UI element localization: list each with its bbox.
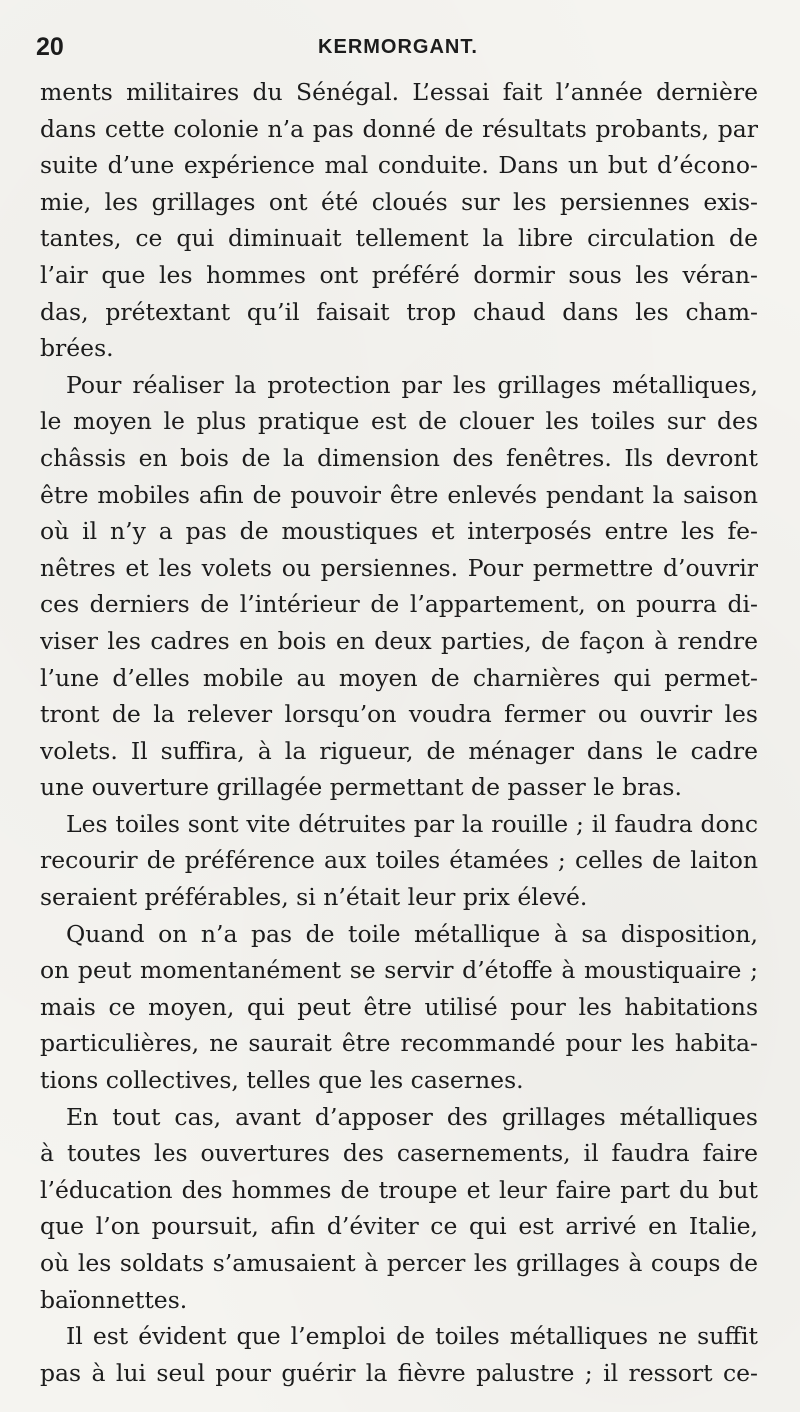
- text-line: recourir de préférence aux toiles étamées ; celles de laiton: [40, 846, 758, 875]
- page-number: 20: [36, 32, 64, 61]
- paragraph: [40, 916, 758, 1099]
- text-line: Pour réaliser la protection par les grillages métalliques,: [66, 370, 758, 399]
- text-line: viser les cadres en bois en deux parties, de façon à rendre: [40, 626, 758, 655]
- paragraph: [40, 1099, 758, 1319]
- text-line: Quand on n’a pas de toile métallique à sa disposition,: [66, 919, 758, 948]
- paragraph: [40, 1318, 758, 1391]
- text-line: particulières, ne saurait être recommandé pour les habita-: [40, 1029, 758, 1058]
- text-line: l’éducation des hommes de troupe et leur faire part du but: [40, 1175, 758, 1204]
- text-line: Il est évident que l’emploi de toiles métalliques ne suffit: [66, 1322, 758, 1351]
- text-line: suite d’une expérience mal conduite. Dans un but d’écono-: [40, 151, 758, 180]
- text-line: le moyen le plus pratique est de clouer les toiles sur des: [40, 407, 758, 436]
- text-line: nêtres et les volets ou persiennes. Pour permettre d’ouvrir: [40, 553, 758, 582]
- text-line: où les soldats s’amusaient à percer les grillages à coups de: [40, 1249, 758, 1277]
- text-line: seraient préférables, si n’était leur prix élevé.: [40, 883, 588, 912]
- text-line: pas à lui seul pour guérir la fièvre palustre ; il ressort ce-: [40, 1358, 758, 1387]
- text-line: brées.: [40, 334, 114, 363]
- paragraph: [40, 367, 758, 806]
- text-line: dans cette colonie n’a pas donné de résultats probants, par: [40, 114, 758, 143]
- text-line: que l’on poursuit, afin d’éviter ce qui est arrivé en Italie,: [40, 1212, 758, 1241]
- running-title: KERMORGANT.: [318, 35, 478, 58]
- text-line: tantes, ce qui diminuait tellement la libre circulation de: [40, 224, 758, 253]
- text-line: ces derniers de l’intérieur de l’appartement, on pourra di-: [40, 590, 758, 619]
- text-line: l’air que les hommes ont préféré dormir sous les véran-: [40, 260, 758, 289]
- text-line: mais ce moyen, qui peut être utilisé pour les habitations: [40, 992, 758, 1021]
- text-line: châssis en bois de la dimension des fenêtres. Ils devront: [40, 443, 758, 472]
- text-line: baïonnettes.: [40, 1285, 188, 1314]
- text-line: tions collectives, telles que les casernes.: [40, 1066, 524, 1095]
- text-line: das, prétextant qu’il faisait trop chaud dans les cham-: [40, 297, 758, 326]
- text-line: où il n’y a pas de moustiques et interposés entre les fe-: [40, 517, 758, 546]
- text-line: tront de la relever lorsqu’on voudra fermer ou ouvrir les: [40, 700, 758, 729]
- text-line: l’une d’elles mobile au moyen de charnières qui permet-: [40, 663, 758, 692]
- text-line: être mobiles afin de pouvoir être enlevés pendant la saison: [40, 480, 758, 509]
- running-head: [36, 30, 760, 64]
- text-line: volets. Il suffira, à la rigueur, de ménager dans le cadre: [40, 736, 758, 765]
- text-line: ments militaires du Sénégal. L’essai fait l’année dernière: [40, 78, 758, 106]
- text-line: à toutes les ouvertures des casernements, il faudra faire: [40, 1139, 758, 1168]
- paragraph: [40, 806, 758, 916]
- body-text: [40, 74, 758, 1391]
- text-line: En tout cas, avant d’apposer des grillages métalliques: [66, 1102, 758, 1131]
- text-line: on peut momentanément se servir d’étoffe à moustiquaire ;: [40, 956, 758, 985]
- text-line: Les toiles sont vite détruites par la rouille ; il faudra donc: [66, 809, 758, 838]
- paragraph: [40, 74, 758, 367]
- text-line: une ouverture grillagée permettant de passer le bras.: [40, 773, 682, 802]
- text-line: mie, les grillages ont été cloués sur les persiennes exis-: [40, 187, 758, 216]
